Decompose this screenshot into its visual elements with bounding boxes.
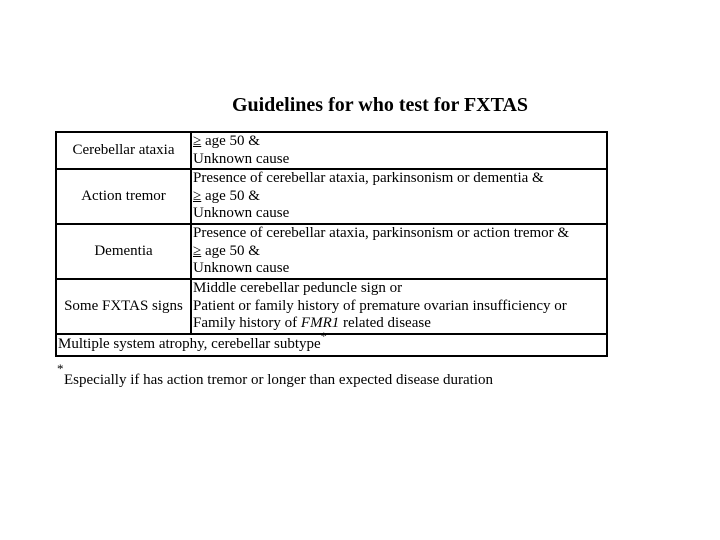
footnote-marker: * [57,361,64,376]
geq-symbol: ≥ [193,242,202,259]
requirements-cell [191,224,607,279]
requirement-line: ≥ age 50 & [193,242,260,259]
table-row [56,279,607,334]
footnote-marker: * [320,329,327,344]
page-title: Guidelines for who test for FXTAS [231,94,529,116]
requirements-cell [191,279,607,334]
criterion-cell: Dementia [56,224,191,279]
requirement-line: Family history of FMR1 related disease [193,315,431,332]
footnote [57,360,494,388]
requirement-line: ≥ age 50 & [193,187,260,204]
table-row [56,132,607,169]
requirements-cell [191,169,607,224]
requirement-line: Presence of cerebellar ataxia, parkinsonism or dementia & [193,170,544,187]
criterion-cell: Some FXTAS signs [56,279,191,334]
requirement-line: Unknown cause [193,260,290,277]
table-row [56,334,607,356]
requirements-cell [191,132,607,169]
gene-name: FMR1 [300,315,340,332]
requirement-line: Unknown cause [193,205,290,222]
criterion-cell: Action tremor [56,169,191,224]
full-width-cell: Multiple system atrophy, cerebellar subtype* [56,334,607,356]
geq-symbol: ≥ [193,187,202,204]
table-row [56,169,607,224]
guidelines-table [55,131,608,357]
requirement-line: Unknown cause [193,150,290,167]
requirement-line: ≥ age 50 & [193,133,260,149]
requirement-line: Patient or family history of premature ovarian insufficiency or [193,297,567,314]
table-row [56,224,607,279]
criterion-cell: Cerebellar ataxia [56,132,191,169]
geq-symbol: ≥ [193,133,202,149]
requirement-line: Middle cerebellar peduncle sign or [193,280,403,297]
requirement-line: Presence of cerebellar ataxia, parkinsonism or action tremor & [193,225,570,242]
footnote-text: Especially if has action tremor or longer than expected disease duration [64,372,494,388]
